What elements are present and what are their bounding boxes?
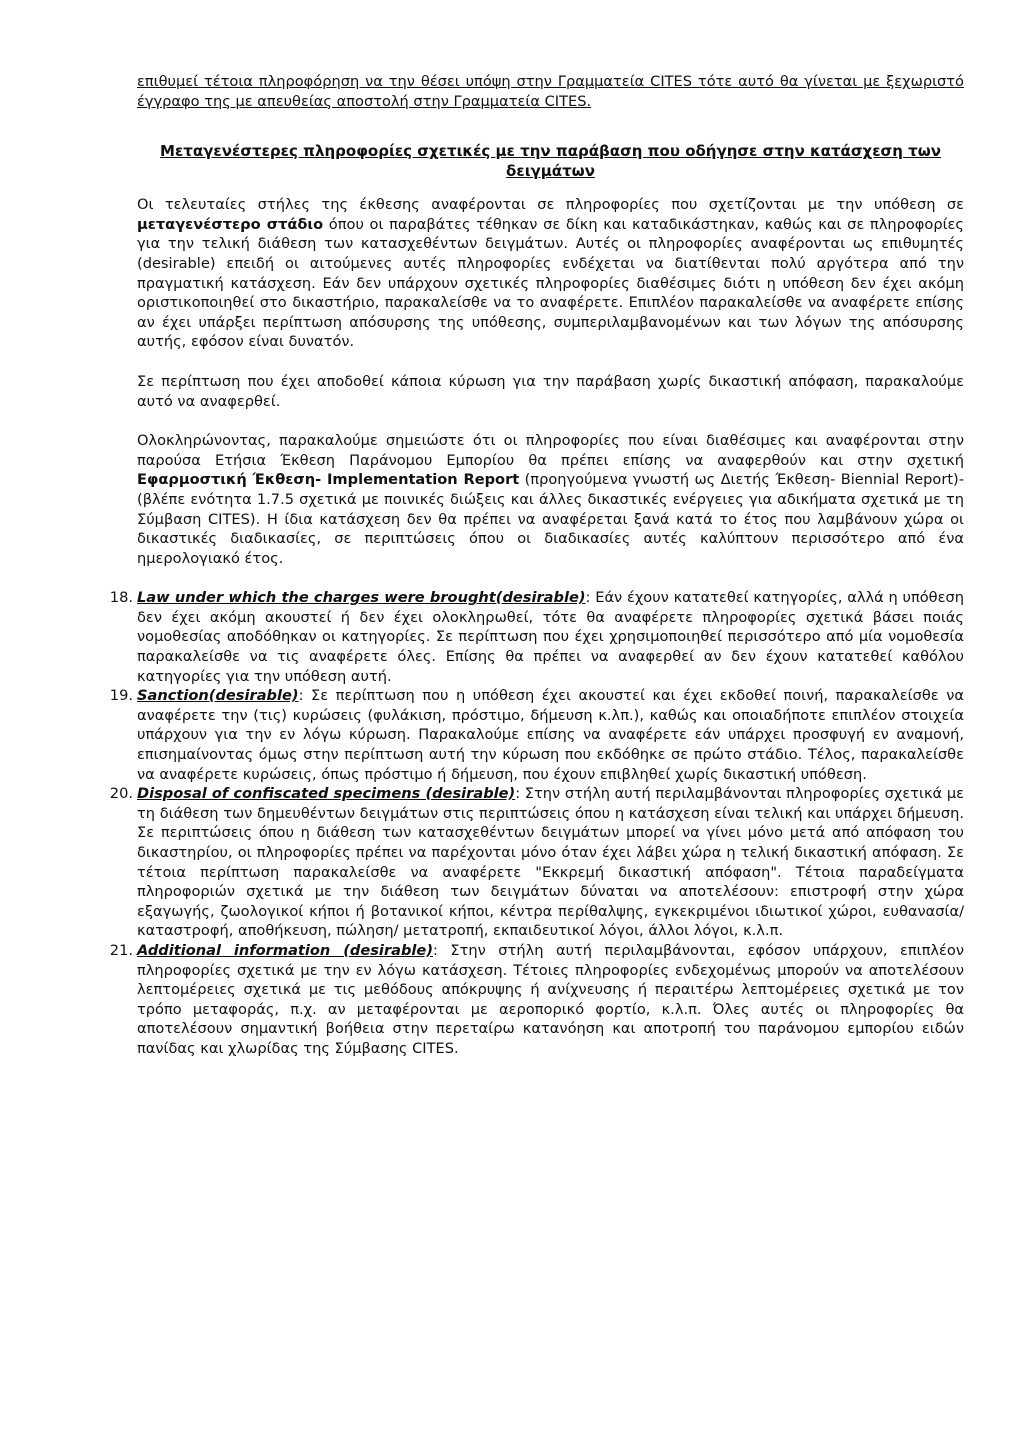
item-term: Additional information (desirable) <box>137 941 434 959</box>
paragraph-text: Οι τελευταίες στήλες της έκθεσης αναφέρονται σε πληροφορίες που σχετίζονται με την υπόθεση σε <box>137 196 964 214</box>
item-text: : Στην στήλη αυτή περιλαμβάνονται, εφόσον υπάρχουν, επιπλέον πληροφορίες σχετικά με την εν λόγω κατάσχεση. Τέτοιες πληροφορίες ενδεχομένως μπορούν να αποτελέσουν λεπτομέρειες σχετικά με τις μεθόδους απόκρυψης ή ανίχνευσης ή περαιτέρω λεπτομέρειες σχετικά με τον τρόπο μεταφοράς, π.χ. αν μεταφέρονται με αεροπορικό φορτίο, κ.λ.π. Όλες αυτές οι πληροφορίες θα αποτελέσουν σημαντική βοήθεια στην περεταίρω κατανόηση και αποτροπή του παράνομου εμπορίου ειδών πανίδας και χλωρίδας της Σύμβασης CITES. <box>137 941 965 1057</box>
bold-phrase: μεταγενέστερο στάδιο <box>137 215 324 233</box>
item-text: : Στην στήλη αυτή περιλαμβάνονται πληροφορίες σχετικά με τη διάθεση των δημευθέντων δειγμάτων στις περιπτώσεις όπου η κατάσχεση είναι τελική και υπάρχει δήμευση. Σε περιπτώσεις όπου η διάθεση των κατασχεθέντων δειγμάτων μπορεί να γίνει μόνο μετά από απόφαση του δικαστηρίου, οι πληροφορίες πρέπει να παρέχονται μόνο όταν έχει λάβει χώρα η τελική δικαστική απόφαση. Σε τέτοια περίπτωση παρακαλείσθε να αναφέρετε "Εκκρεμή δικαστική απόφαση". Τέτοια παραδείγματα πληροφοριών σχετικά με την διάθεση των δειγμάτων δύναται να αποτελέσουν: επιστροφή στην χώρα εξαγωγής, ζωολογικοί κήποι ή βοτανικοί κήποι, κέντρα περίθαλψης, εγκεκριμένοι ιδιωτικοί χώροι, ευθανασία/ καταστροφή, αποθήκευση, πώληση/ μετατροπή, εκπαιδευτικοί λόγοι, άλλοι λόγοι, κ.λ.π. <box>137 785 964 940</box>
paragraph-later-stage <box>137 195 964 352</box>
item-text: : Εάν έχουν κατατεθεί κατηγορίες, αλλά η υπόθεση δεν έχει ακόμη ακουστεί ή δεν έχει ολοκληρωθεί, τότε θα αναφέρετε πληροφορίες σχετικά βάσει ποιάς νομοθεσίας αποδόθηκαν οι κατηγορίες. Σε περίπτωση που έχει χρησιμοποιηθεί περισσότερο από μία νομοθεσία παρακαλείσθε να τις αναφέρετε όλες. Επίσης θα πρέπει να αναφερθεί αν δεν έχουν κατατεθεί καθόλου κατηγορίες για την υπόθεση αυτή. <box>137 589 964 685</box>
bold-phrase: Εφαρμοστική Έκθεση- Implementation Report <box>137 471 520 489</box>
list-item <box>109 784 964 941</box>
paragraph-conclusion <box>137 431 964 568</box>
item-number: 20. <box>109 785 133 803</box>
list-item <box>109 686 964 784</box>
paragraph-sanction-note: Σε περίπτωση που έχει αποδοθεί κάποια κύρωση για την παράβαση χωρίς δικαστική απόφαση, παρακαλούμε αυτό να αναφερθεί. <box>137 372 964 410</box>
item-number: 21. <box>109 941 133 959</box>
list-item <box>109 941 965 1059</box>
item-term: Sanction(desirable) <box>137 687 299 705</box>
section-heading: Μεταγενέστερες πληροφορίες σχετικές με την παράβαση που οδήγησε στην κατάσχεση των δειγμάτων <box>160 142 941 181</box>
paragraph-text: Ολοκληρώνοντας, παρακαλούμε σημειώστε ότι οι πληροφορίες που είναι διαθέσιμες και αναφέρονται στην παρούσα Ετήσια Έκθεση Παράνομου Εμπορίου θα πρέπει επίσης να αναφερθούν και στην σχετική <box>137 432 964 469</box>
item-text: : Σε περίπτωση που η υπόθεση έχει ακουστεί και έχει εκδοθεί ποινή, παρακαλείσθε να αναφέρετε την (τις) κυρώσεις (φυλάκιση, πρόστιμο, δήμευση κ.λπ.), καθώς και οποιαδήποτε επιπλέον στοιχεία υπάρχουν για την εν λόγω κύρωση. Παρακαλούμε επίσης να αναφέρετε εάν υπάρχει προσφυγή εν αναμονή, επισημαίνοντας όμως στην περίπτωση αυτή την κύρωση που εκδόθηκε σε πρώτο στάδιο. Τέλος, παρακαλείσθε να αναφέρετε κυρώσεις, όπως πρόστιμο ή δήμευση, που έχουν επιβληθεί χωρίς δικαστική υπόθεση. <box>137 687 964 783</box>
numbered-list <box>109 588 965 1058</box>
list-item <box>109 588 964 686</box>
item-number: 19. <box>109 687 133 705</box>
item-term: Disposal of confiscated specimens (desirable) <box>137 785 516 803</box>
item-number: 18. <box>109 589 133 607</box>
paragraph-text: (προηγούμενα γνωστή ως Διετής Έκθεση- Biennial Report)- (βλέπε ενότητα 1.7.5 σχετικά με ποινικές διώξεις και άλλες δικαστικές ενέργειες για αδικήματα σχετικά με τη Σύμβαση CITES). Η ίδια κατάσχεση δεν θα πρέπει να αναφέρεται ξανά κατά το έτος που λαμβάνουν χώρα οι δικαστικές διαδικασίες, σε περιπτώσεις όπου οι διαδικασίες αυτές καλύπτουν περισσότερο από ένα ημερολογιακό έτος. <box>137 471 965 567</box>
item-term: Law under which the charges were brought(desirable) <box>137 589 586 607</box>
intro-paragraph: επιθυμεί τέτοια πληροφόρηση να την θέσει υπόψη στην Γραμματεία CITES τότε αυτό θα γίνεται με ξεχωριστό έγγραφο της με απευθείας αποστολή στην Γραμματεία CITES. <box>137 73 964 110</box>
document-page <box>109 72 965 1059</box>
paragraph-text: όπου οι παραβάτες τέθηκαν σε δίκη και καταδικάστηκαν, καθώς και σε πληροφορίες για την τελική διάθεση των κατασχεθέντων δειγμάτων. Αυτές οι πληροφορίες αναφέρονται ως επιθυμητές (desirable) επειδή οι αιτούμενες αυτές πληροφορίες ενδέχεται να διατίθενται πολύ αργότερα από την πραγματική κατάσχεση. Εάν δεν υπάρχουν σχετικές πληροφορίες διαθέσιμες διότι η υπόθεση δεν έχει ακόμη οριστικοποιηθεί στο δικαστήριο, παρακαλείσθε να το αναφέρετε. Επιπλέον παρακαλείσθε να αναφέρετε επίσης αν έχει υπάρξει περίπτωση απόσυρσης της υπόθεσης, συμπεριλαμβανομένων και των λόγων της απόσυρσης αυτής, εφόσον είναι δυνατόν. <box>137 215 964 351</box>
